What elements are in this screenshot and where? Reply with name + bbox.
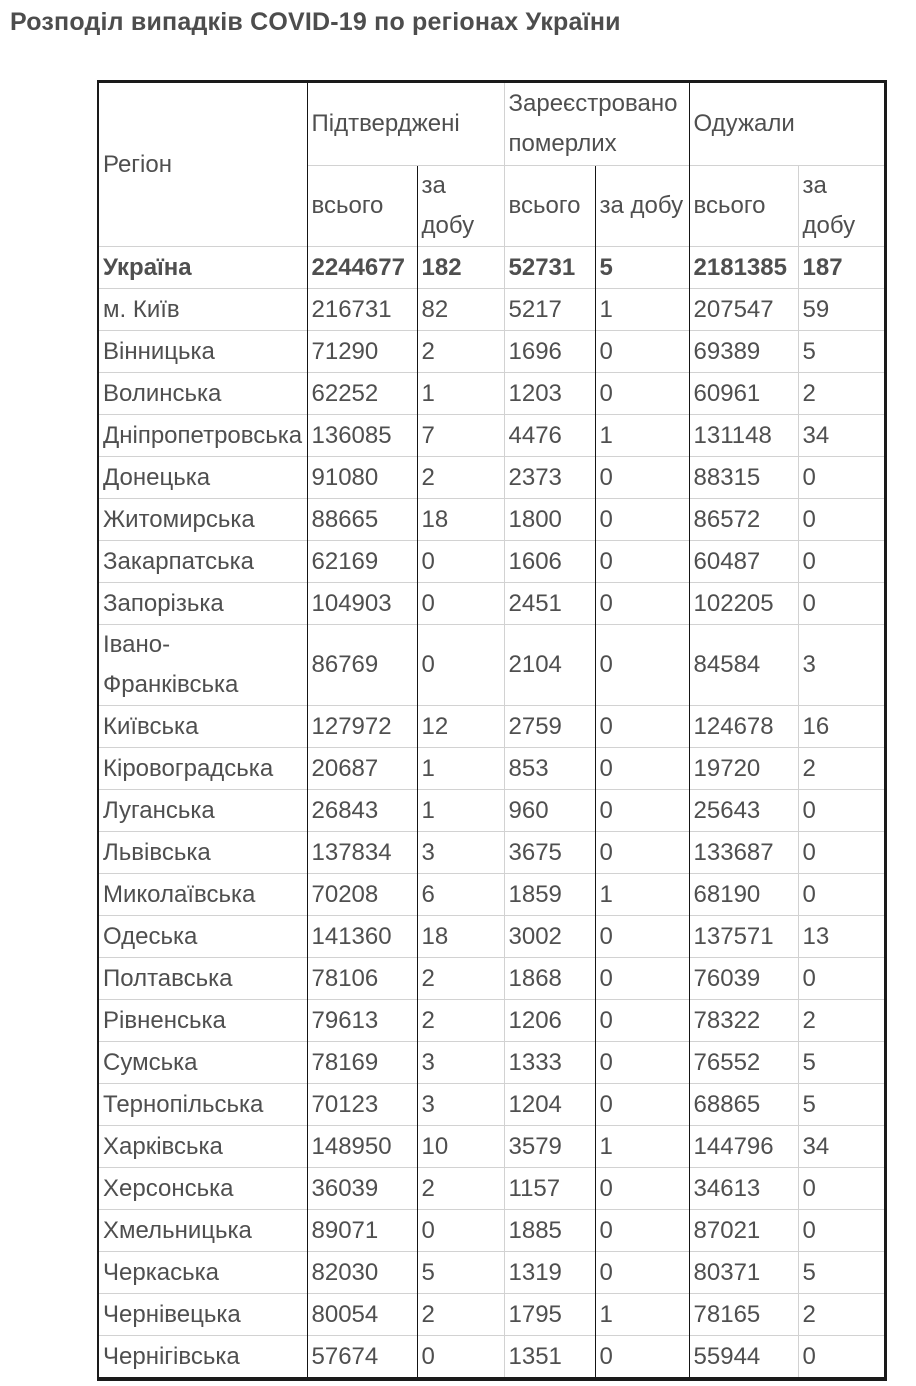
confirmed-total-cell: 70123 [307,1084,417,1126]
confirmed-total-cell: 62252 [307,373,417,415]
table-header [98,82,885,247]
region-cell: Одеська [98,916,307,958]
recovered-total-cell: 2181385 [689,247,798,289]
region-cell: Луганська [98,790,307,832]
confirmed-per-day-cell: 2 [417,1294,504,1336]
region-cell: Харківська [98,1126,307,1168]
deaths-total-cell: 2104 [504,625,595,706]
deaths-total-cell: 1696 [504,331,595,373]
confirmed-total-cell: 78169 [307,1042,417,1084]
confirmed-total-cell: 127972 [307,706,417,748]
confirmed-total-cell: 20687 [307,748,417,790]
confirmed-per-day-cell: 3 [417,1084,504,1126]
recovered-total-cell: 19720 [689,748,798,790]
table-row [98,457,885,499]
region-cell: Вінницька [98,331,307,373]
table-row [98,958,885,1000]
confirmed-total-cell: 57674 [307,1336,417,1380]
subheader-recovered-total: всього [689,166,798,247]
table-body [98,247,885,1380]
recovered-per-day-cell: 5 [798,1084,885,1126]
recovered-per-day-cell: 2 [798,1294,885,1336]
confirmed-per-day-cell: 0 [417,541,504,583]
recovered-per-day-cell: 34 [798,415,885,457]
recovered-per-day-cell: 0 [798,499,885,541]
deaths-per-day-cell: 0 [595,1084,689,1126]
recovered-total-cell: 84584 [689,625,798,706]
region-cell: Львівська [98,832,307,874]
deaths-total-cell: 1206 [504,1000,595,1042]
confirmed-total-cell: 104903 [307,583,417,625]
recovered-per-day-cell: 0 [798,1168,885,1210]
recovered-per-day-cell: 0 [798,457,885,499]
recovered-total-cell: 102205 [689,583,798,625]
region-cell: Хмельницька [98,1210,307,1252]
deaths-total-cell: 1351 [504,1336,595,1380]
table-row [98,1252,885,1294]
recovered-total-cell: 69389 [689,331,798,373]
confirmed-per-day-cell: 5 [417,1252,504,1294]
region-cell: Київська [98,706,307,748]
confirmed-per-day-cell: 6 [417,874,504,916]
recovered-total-cell: 78322 [689,1000,798,1042]
recovered-per-day-cell: 0 [798,958,885,1000]
recovered-total-cell: 25643 [689,790,798,832]
table-row [98,916,885,958]
deaths-per-day-cell: 1 [595,415,689,457]
confirmed-per-day-cell: 7 [417,415,504,457]
confirmed-per-day-cell: 182 [417,247,504,289]
page-title: Розподіл випадків COVID-19 по регіонах України [10,8,621,36]
recovered-per-day-cell: 2 [798,373,885,415]
confirmed-total-cell: 136085 [307,415,417,457]
region-cell: Полтавська [98,958,307,1000]
recovered-per-day-cell: 0 [798,790,885,832]
table-row-total [98,247,885,289]
recovered-per-day-cell: 13 [798,916,885,958]
confirmed-total-cell: 86769 [307,625,417,706]
table-row [98,1294,885,1336]
deaths-total-cell: 4476 [504,415,595,457]
table-row [98,1084,885,1126]
table-row [98,331,885,373]
confirmed-per-day-cell: 2 [417,457,504,499]
confirmed-per-day-cell: 0 [417,1210,504,1252]
region-cell: Миколаївська [98,874,307,916]
confirmed-per-day-cell: 0 [417,583,504,625]
deaths-per-day-cell: 0 [595,1042,689,1084]
deaths-total-cell: 853 [504,748,595,790]
recovered-total-cell: 133687 [689,832,798,874]
region-cell: Черкаська [98,1252,307,1294]
deaths-per-day-cell: 0 [595,958,689,1000]
recovered-per-day-cell: 0 [798,832,885,874]
deaths-total-cell: 2373 [504,457,595,499]
deaths-per-day-cell: 0 [595,1210,689,1252]
confirmed-total-cell: 70208 [307,874,417,916]
recovered-total-cell: 55944 [689,1336,798,1380]
confirmed-total-cell: 80054 [307,1294,417,1336]
deaths-total-cell: 3002 [504,916,595,958]
confirmed-total-cell: 88665 [307,499,417,541]
table-row [98,1168,885,1210]
region-cell: Дніпропетровська [98,415,307,457]
table-row [98,289,885,331]
deaths-per-day-cell: 0 [595,373,689,415]
recovered-per-day-cell: 5 [798,1252,885,1294]
deaths-total-cell: 1333 [504,1042,595,1084]
deaths-total-cell: 1800 [504,499,595,541]
deaths-total-cell: 1795 [504,1294,595,1336]
recovered-per-day-cell: 0 [798,1210,885,1252]
confirmed-total-cell: 26843 [307,790,417,832]
recovered-per-day-cell: 34 [798,1126,885,1168]
recovered-per-day-cell: 2 [798,748,885,790]
recovered-total-cell: 34613 [689,1168,798,1210]
recovered-total-cell: 131148 [689,415,798,457]
region-cell: Івано-Франківська [98,625,307,706]
col-header-deaths: Зареєстровано померлих [504,82,689,166]
confirmed-per-day-cell: 3 [417,1042,504,1084]
confirmed-total-cell: 78106 [307,958,417,1000]
recovered-per-day-cell: 0 [798,1336,885,1380]
region-cell: Чернігівська [98,1336,307,1380]
table-row [98,706,885,748]
deaths-per-day-cell: 0 [595,1252,689,1294]
region-cell: Кіровоградська [98,748,307,790]
deaths-per-day-cell: 0 [595,541,689,583]
confirmed-total-cell: 216731 [307,289,417,331]
recovered-total-cell: 60487 [689,541,798,583]
table-row [98,1210,885,1252]
header-group-row [98,82,885,166]
deaths-per-day-cell: 0 [595,916,689,958]
confirmed-per-day-cell: 18 [417,916,504,958]
table-row [98,415,885,457]
confirmed-total-cell: 82030 [307,1252,417,1294]
confirmed-total-cell: 36039 [307,1168,417,1210]
recovered-total-cell: 80371 [689,1252,798,1294]
col-header-region: Регіон [98,82,307,247]
recovered-per-day-cell: 59 [798,289,885,331]
table-row [98,832,885,874]
confirmed-per-day-cell: 82 [417,289,504,331]
subheader-recovered-per-day: за добу [798,166,885,247]
deaths-total-cell: 960 [504,790,595,832]
deaths-per-day-cell: 0 [595,748,689,790]
deaths-per-day-cell: 1 [595,1126,689,1168]
recovered-total-cell: 86572 [689,499,798,541]
table-row [98,1042,885,1084]
recovered-per-day-cell: 0 [798,541,885,583]
confirmed-per-day-cell: 1 [417,790,504,832]
recovered-per-day-cell: 5 [798,331,885,373]
deaths-total-cell: 1859 [504,874,595,916]
confirmed-total-cell: 71290 [307,331,417,373]
deaths-total-cell: 52731 [504,247,595,289]
deaths-per-day-cell: 0 [595,832,689,874]
region-cell: Донецька [98,457,307,499]
region-cell: Запорізька [98,583,307,625]
recovered-total-cell: 144796 [689,1126,798,1168]
deaths-per-day-cell: 0 [595,331,689,373]
table-row [98,625,885,706]
recovered-per-day-cell: 3 [798,625,885,706]
confirmed-per-day-cell: 2 [417,958,504,1000]
covid-regions-table [97,80,887,1381]
deaths-total-cell: 3579 [504,1126,595,1168]
table-row [98,748,885,790]
col-header-recovered: Одужали [689,82,885,166]
confirmed-total-cell: 2244677 [307,247,417,289]
recovered-total-cell: 68865 [689,1084,798,1126]
subheader-confirmed-per-day: за добу [417,166,504,247]
subheader-deaths-per-day: за добу [595,166,689,247]
recovered-per-day-cell: 0 [798,583,885,625]
confirmed-per-day-cell: 0 [417,625,504,706]
subheader-confirmed-total: всього [307,166,417,247]
recovered-total-cell: 124678 [689,706,798,748]
deaths-per-day-cell: 5 [595,247,689,289]
confirmed-total-cell: 141360 [307,916,417,958]
deaths-per-day-cell: 0 [595,457,689,499]
deaths-total-cell: 5217 [504,289,595,331]
region-cell: Житомирська [98,499,307,541]
deaths-per-day-cell: 0 [595,1336,689,1380]
confirmed-per-day-cell: 2 [417,331,504,373]
deaths-total-cell: 1319 [504,1252,595,1294]
recovered-total-cell: 88315 [689,457,798,499]
deaths-total-cell: 1606 [504,541,595,583]
region-cell: м. Київ [98,289,307,331]
confirmed-per-day-cell: 12 [417,706,504,748]
table-row [98,1336,885,1380]
table-row [98,1000,885,1042]
recovered-total-cell: 87021 [689,1210,798,1252]
confirmed-per-day-cell: 2 [417,1000,504,1042]
confirmed-total-cell: 91080 [307,457,417,499]
confirmed-per-day-cell: 0 [417,1336,504,1380]
confirmed-per-day-cell: 3 [417,832,504,874]
region-cell: Україна [98,247,307,289]
deaths-total-cell: 1204 [504,1084,595,1126]
deaths-total-cell: 1885 [504,1210,595,1252]
deaths-total-cell: 1203 [504,373,595,415]
deaths-per-day-cell: 0 [595,706,689,748]
region-cell: Чернівецька [98,1294,307,1336]
deaths-total-cell: 1868 [504,958,595,1000]
deaths-per-day-cell: 0 [595,583,689,625]
table-row [98,1126,885,1168]
col-header-confirmed: Підтверджені [307,82,504,166]
table-row [98,790,885,832]
region-cell: Волинська [98,373,307,415]
deaths-per-day-cell: 1 [595,874,689,916]
recovered-total-cell: 76039 [689,958,798,1000]
confirmed-total-cell: 148950 [307,1126,417,1168]
table-row [98,373,885,415]
deaths-per-day-cell: 0 [595,625,689,706]
region-cell: Закарпатська [98,541,307,583]
confirmed-per-day-cell: 10 [417,1126,504,1168]
deaths-per-day-cell: 0 [595,1168,689,1210]
table-row [98,499,885,541]
recovered-total-cell: 68190 [689,874,798,916]
table-row [98,541,885,583]
confirmed-per-day-cell: 18 [417,499,504,541]
confirmed-total-cell: 62169 [307,541,417,583]
recovered-total-cell: 207547 [689,289,798,331]
deaths-per-day-cell: 0 [595,790,689,832]
recovered-total-cell: 78165 [689,1294,798,1336]
confirmed-total-cell: 137834 [307,832,417,874]
recovered-per-day-cell: 2 [798,1000,885,1042]
region-cell: Херсонська [98,1168,307,1210]
deaths-total-cell: 3675 [504,832,595,874]
region-cell: Сумська [98,1042,307,1084]
confirmed-per-day-cell: 2 [417,1168,504,1210]
region-cell: Тернопільська [98,1084,307,1126]
confirmed-per-day-cell: 1 [417,748,504,790]
table-row [98,874,885,916]
table-row [98,583,885,625]
recovered-per-day-cell: 5 [798,1042,885,1084]
recovered-total-cell: 60961 [689,373,798,415]
deaths-per-day-cell: 0 [595,499,689,541]
subheader-deaths-total: всього [504,166,595,247]
deaths-total-cell: 1157 [504,1168,595,1210]
recovered-total-cell: 76552 [689,1042,798,1084]
recovered-per-day-cell: 16 [798,706,885,748]
deaths-per-day-cell: 1 [595,1294,689,1336]
confirmed-per-day-cell: 1 [417,373,504,415]
deaths-per-day-cell: 1 [595,289,689,331]
confirmed-total-cell: 79613 [307,1000,417,1042]
recovered-per-day-cell: 0 [798,874,885,916]
recovered-total-cell: 137571 [689,916,798,958]
confirmed-total-cell: 89071 [307,1210,417,1252]
deaths-per-day-cell: 0 [595,1000,689,1042]
recovered-per-day-cell: 187 [798,247,885,289]
deaths-total-cell: 2759 [504,706,595,748]
region-cell: Рівненська [98,1000,307,1042]
deaths-total-cell: 2451 [504,583,595,625]
